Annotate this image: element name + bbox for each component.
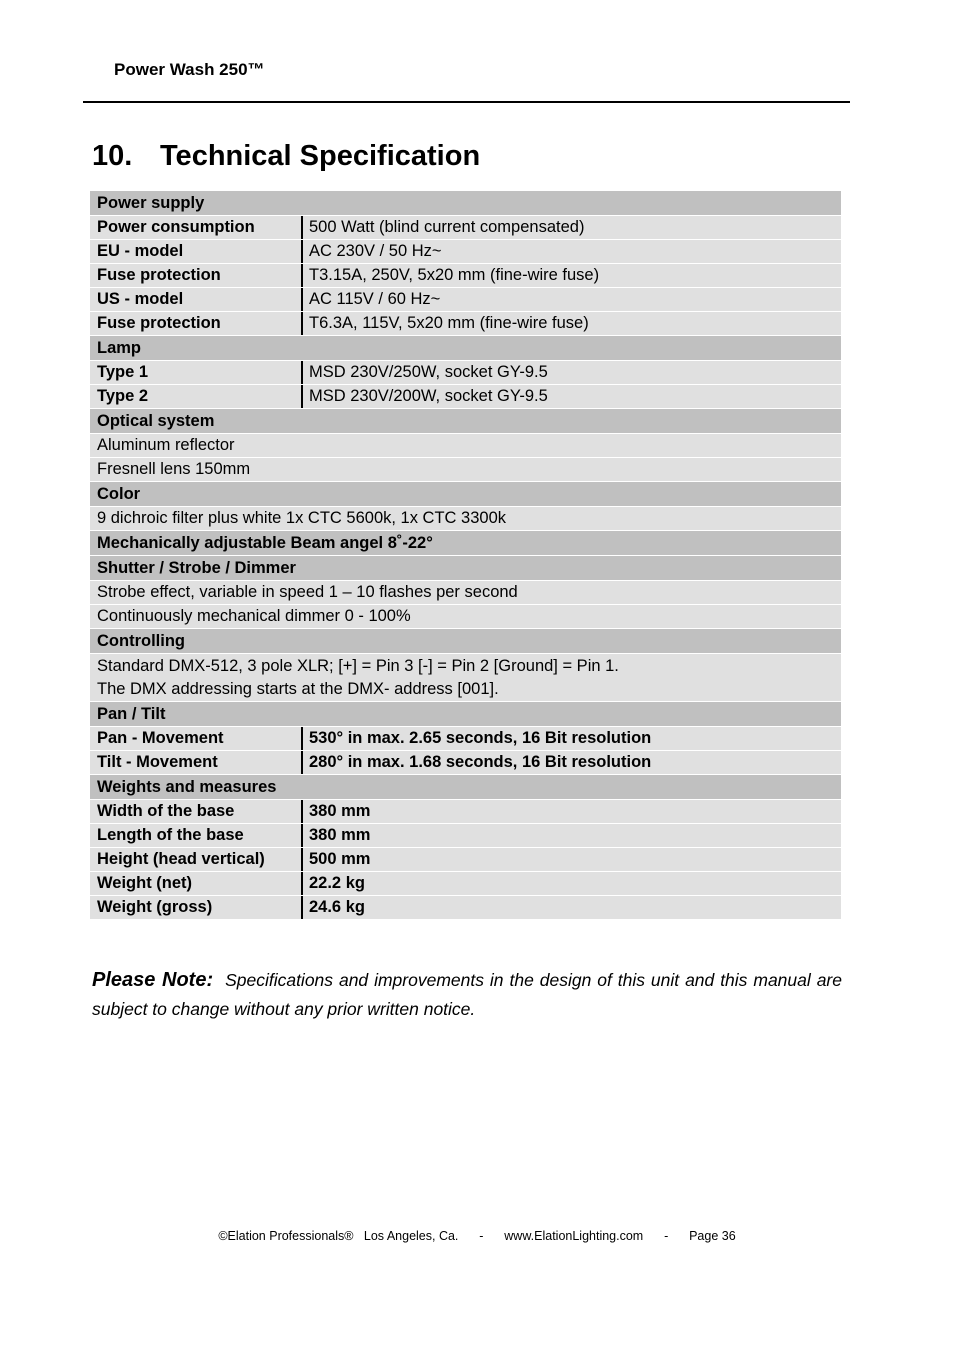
spec-text: Continuously mechanical dimmer 0 - 100% (97, 607, 411, 625)
spec-section-header (90, 482, 841, 507)
spec-row (90, 872, 841, 896)
page-footer (0, 1229, 954, 1243)
spec-value: 280° in max. 1.68 seconds, 16 Bit resolution (309, 753, 652, 771)
spec-section-header (90, 191, 841, 216)
spec-value: 380 mm (309, 802, 371, 820)
spec-row (90, 216, 841, 240)
spec-label: Height (head vertical) (90, 848, 303, 871)
spec-label: Power consumption (90, 216, 303, 239)
spec-value: 22.2 kg (309, 874, 365, 892)
note-label: Please Note: (92, 969, 214, 991)
spec-label: Type 1 (90, 361, 303, 384)
spec-value: MSD 230V/250W, socket GY-9.5 (309, 363, 548, 381)
spec-label: EU - model (90, 240, 303, 263)
spec-row (90, 848, 841, 872)
spec-section-title: Mechanically adjustable Beam angel 8˚-22° (97, 533, 433, 552)
spec-label: Length of the base (90, 824, 303, 847)
spec-text-row (90, 434, 841, 458)
spec-value: 24.6 kg (309, 898, 365, 916)
spec-text: Standard DMX-512, 3 pole XLR; [+] = Pin 3 [-] = Pin 2 [Ground] = Pin 1. (97, 656, 619, 675)
spec-text: The DMX addressing starts at the DMX- address [001]. (97, 679, 499, 698)
spec-row (90, 824, 841, 848)
spec-section-title: Pan / Tilt (97, 704, 166, 723)
spec-value: AC 115V / 60 Hz~ (309, 290, 441, 308)
spec-row (90, 264, 841, 288)
spec-value: AC 230V / 50 Hz~ (309, 242, 442, 260)
please-note (92, 966, 842, 1024)
spec-value: 500 mm (309, 850, 371, 868)
footer-company: ©Elation Professionals® Los Angeles, Ca. (218, 1229, 459, 1243)
section-title: Technical Specification (160, 140, 481, 172)
spec-text: Fresnell lens 150mm (97, 460, 251, 478)
spec-text-row (90, 605, 841, 629)
spec-section-header (90, 531, 841, 556)
spec-row (90, 800, 841, 824)
spec-row (90, 240, 841, 264)
spec-section-header (90, 409, 841, 434)
spec-text-row (90, 581, 841, 605)
spec-label: Fuse protection (90, 312, 303, 335)
note-text: Specifications and improvements in the design of this unit and this manual are subject to change without any prior written notice. (92, 970, 842, 1019)
spec-value: 380 mm (309, 826, 371, 844)
spec-text-row (90, 507, 841, 531)
footer-page-number: Page 36 (689, 1229, 736, 1243)
spec-text: Aluminum reflector (97, 436, 235, 454)
spec-row (90, 361, 841, 385)
running-header-title: Power Wash 250™ (114, 60, 265, 79)
spec-section-title: Power supply (97, 193, 205, 212)
spec-section-header (90, 775, 841, 800)
spec-value: MSD 230V/200W, socket GY-9.5 (309, 387, 548, 405)
spec-row (90, 727, 841, 751)
spec-section-header (90, 556, 841, 581)
spec-row (90, 385, 841, 409)
spec-section-header (90, 336, 841, 361)
spec-label: Tilt - Movement (90, 751, 303, 774)
spec-label: US - model (90, 288, 303, 311)
spec-section-header (90, 629, 841, 654)
spec-label: Width of the base (90, 800, 303, 823)
footer-separator: - (664, 1229, 669, 1243)
spec-text-row (90, 458, 841, 482)
spec-row (90, 896, 841, 920)
footer-separator: - (479, 1229, 484, 1243)
spec-value: 530° in max. 2.65 seconds, 16 Bit resolution (309, 729, 652, 747)
spec-section-title: Color (97, 484, 141, 503)
spec-section-title: Controlling (97, 631, 185, 650)
section-heading (92, 140, 480, 173)
spec-value: T6.3A, 115V, 5x20 mm (fine-wire fuse) (309, 314, 589, 332)
spec-section-title: Shutter / Strobe / Dimmer (97, 558, 296, 577)
spec-value: 500 Watt (blind current compensated) (309, 218, 585, 236)
spec-text-row (90, 654, 841, 702)
spec-section-title: Weights and measures (97, 777, 277, 796)
spec-label: Weight (gross) (90, 896, 303, 919)
spec-row (90, 312, 841, 336)
spec-row (90, 751, 841, 775)
spec-section-title: Lamp (97, 338, 142, 357)
spec-table (90, 191, 841, 920)
spec-text: Strobe effect, variable in speed 1 – 10 flashes per second (97, 583, 518, 601)
spec-text: 9 dichroic filter plus white 1x CTC 5600k, 1x CTC 3300k (97, 509, 507, 527)
spec-label: Type 2 (90, 385, 303, 408)
header-rule (83, 101, 850, 103)
spec-label: Pan - Movement (90, 727, 303, 750)
spec-section-header (90, 702, 841, 727)
spec-row (90, 288, 841, 312)
spec-label: Weight (net) (90, 872, 303, 895)
spec-section-title: Optical system (97, 411, 215, 430)
section-number: 10. (92, 140, 133, 172)
spec-value: T3.15A, 250V, 5x20 mm (fine-wire fuse) (309, 266, 600, 284)
footer-website: www.ElationLighting.com (504, 1229, 644, 1243)
spec-label: Fuse protection (90, 264, 303, 287)
